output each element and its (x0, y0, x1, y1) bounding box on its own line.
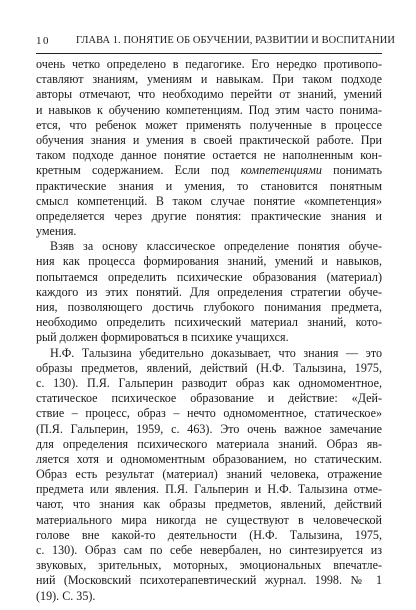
text-line: ставляют знаниям, умениям и навыкам. При таком подходе (36, 72, 382, 87)
text-line: определяется через другие понятия: практические знания и (36, 208, 382, 223)
text-line: авторы отмечают, что необходимо перейти от знаний, умений (36, 87, 382, 102)
text-line: и навыков к обучению компетенциям. Под этим часто понима- (36, 102, 382, 117)
text-line: рый должен формироваться в психике учащихся. (36, 330, 289, 345)
text-line: очень четко определено в педагогике. Его нередко противопо- (36, 57, 382, 71)
text-line: звуковых, зрительных, моторных, эмоциональных впечатле- (36, 558, 382, 573)
text-line: кретным содержанием. Если под компетенциями понимать (36, 163, 382, 178)
text-line: чают, что знания как образы предметов, явлений, действий (36, 497, 382, 512)
text-line: ствие – процесс, образ – нечто одномоментное, статическое» (36, 406, 382, 421)
text-line: ется, что ребенок может применять полученные в процессе (36, 117, 382, 132)
text-line: с. 130). П.Я. Гальперин разводит образ как одномоментное, (36, 375, 382, 390)
chapter-title: ГЛАВА 1. ПОНЯТИЕ ОБ ОБУЧЕНИИ, РАЗВИТИИ И ВОСПИТАНИИ (76, 35, 395, 46)
text-line: Н.Ф. Талызина убедительно доказывает, что знания — это (50, 345, 382, 360)
text-line: умения. (36, 224, 77, 239)
text-line: голове вне какой-то деятельности (Н.Ф. Талызина, 1975, (36, 527, 382, 542)
running-header (36, 35, 395, 54)
text-line: ния, позволяющего достичь глубокого понимания предмета, (36, 300, 382, 314)
text-line: с. 130). Образ сам по себе невербален, но синтезируется из (36, 543, 382, 557)
text-line: практические знания и умения, то становится понятным (36, 178, 382, 193)
text-line: материального мира никогда не существуют в человеческой (36, 512, 382, 527)
text-line: ляется хотя и одномоментным образованием, но статическим. (36, 451, 382, 466)
text-line: статическое психическое образование и действие: «Дей- (36, 391, 382, 406)
text-line: для определения психического материала знаний. Образ яв- (36, 436, 382, 451)
body-text (36, 57, 382, 604)
text-line: необходимо определить психический материал знаний, кото- (36, 315, 382, 330)
paragraph (36, 346, 382, 604)
paragraph (36, 239, 382, 345)
text-line: попытаемся определить психические образования (материал) (36, 269, 382, 284)
text-line: Взяв за основу классическое определение понятия обуче- (50, 239, 382, 254)
text-line: образы предметов, явлений, действий (Н.Ф. Талызина, 1975, (36, 360, 382, 375)
text-line: (19). С. 35). (36, 588, 96, 603)
text-line: предмета или явления. П.Я. Гальперин и Н.Ф. Талызина отме- (36, 482, 382, 497)
paragraph (36, 57, 382, 239)
text-line: (П.Я. Гальперин, 1959, с. 463). Это очень важное замечание (36, 421, 382, 436)
text-line: таком подходе данное понятие остается не наполненным кон- (36, 148, 382, 163)
text-line: Образ есть результат (материал) знаний человека, отражение (36, 467, 382, 482)
text-line: смысл компетенций. В таком случае понятие «компетенция» (36, 193, 382, 208)
text-line: ний (Московский психотерапевтический журнал. 1998. № 1 (36, 573, 382, 588)
text-line: обучения знания и умения в своей практической работе. При (36, 132, 382, 147)
text-line: каждого из этих понятий. Для определения стратегии обуче- (36, 284, 382, 299)
emphasized-term: компетенциями (240, 163, 322, 178)
text-line: ния как процесса формирования знаний, умений и навыков, (36, 254, 382, 269)
page-number: 10 (36, 35, 50, 47)
